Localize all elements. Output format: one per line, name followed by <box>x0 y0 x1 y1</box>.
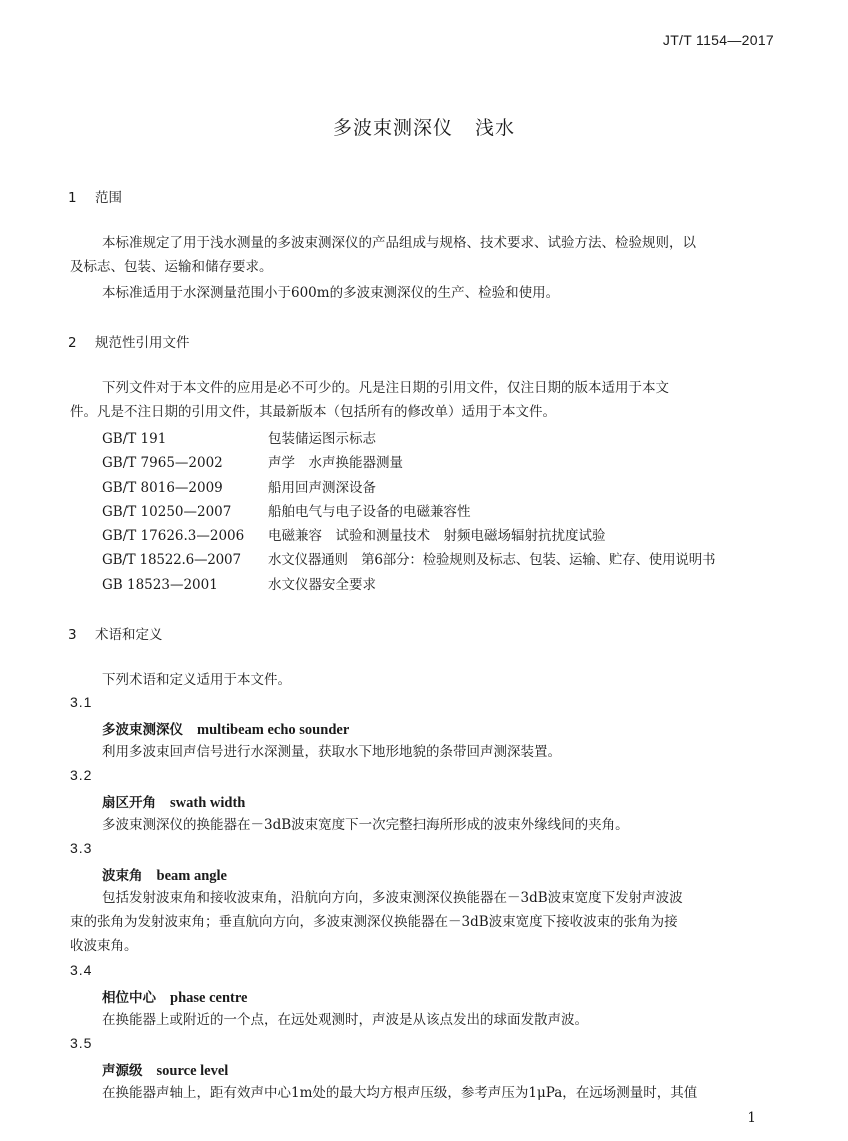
reference-title: 声学 水声换能器测量 <box>268 455 403 471</box>
section-title: 术语和定义 <box>95 627 163 643</box>
reference-title: 船舶电气与电子设备的电磁兼容性 <box>268 504 471 520</box>
reference-title: 电磁兼容 试验和测量技术 射频电磁场辐射抗扰度试验 <box>268 528 606 544</box>
section-2-intro-cont: 件。凡是不注日期的引用文件，其最新版本（包括所有的修改单）适用于本文件。 <box>70 404 556 420</box>
term-zh: 相位中心 <box>102 990 156 1006</box>
term-definition-cont: 束的张角为发射波束角；垂直航向方向，多波束测深仪换能器在－3dB波束宽度下接收波束的张角为接 <box>70 914 678 930</box>
section-3-heading <box>68 623 163 643</box>
term-number: 3.2 <box>70 767 93 783</box>
section-number: 1 <box>68 190 77 206</box>
term-number: 3.4 <box>70 962 93 978</box>
section-1-paragraph-1: 本标准规定了用于浅水测量的多波束测深仪的产品组成与规格、技术要求、试验方法、检验规则，以 <box>102 235 696 251</box>
reference-code: GB/T 18522.6—2007 <box>102 552 241 568</box>
term-en: phase centre <box>170 990 248 1006</box>
reference-code: GB/T 8016—2009 <box>102 480 223 496</box>
section-1-paragraph-1-cont: 及标志、包装、运输和储存要求。 <box>70 259 273 275</box>
section-number: 3 <box>68 627 77 643</box>
term-number: 3.3 <box>70 840 93 856</box>
section-number: 2 <box>68 335 77 351</box>
reference-item <box>102 500 471 520</box>
term-heading <box>102 1059 228 1080</box>
term-en: source level <box>156 1063 229 1079</box>
reference-code: GB/T 191 <box>102 431 167 447</box>
term-definition: 多波束测深仪的换能器在－3dB波束宽度下一次完整扫海所形成的波束外缘线间的夹角。 <box>102 817 629 833</box>
reference-code: GB/T 17626.3—2006 <box>102 528 245 544</box>
section-1-heading <box>68 186 122 206</box>
reference-code: GB/T 10250—2007 <box>102 504 232 520</box>
section-3-intro: 下列术语和定义适用于本文件。 <box>102 672 291 688</box>
reference-code: GB/T 7965—2002 <box>102 455 223 471</box>
reference-title: 包装储运图示标志 <box>268 431 376 447</box>
reference-code: GB 18523—2001 <box>102 577 218 593</box>
term-zh: 声源级 <box>102 1063 143 1079</box>
term-definition: 在换能器声轴上，距有效声中心1m处的最大均方根声压级，参考声压为1μPa，在远场测量时，其值 <box>102 1085 698 1101</box>
reference-item <box>102 573 376 593</box>
title-part2: 浅水 <box>475 117 516 139</box>
term-definition: 利用多波束回声信号进行水深测量，获取水下地形地貌的条带回声测深装置。 <box>102 744 561 760</box>
page-number: 1 <box>747 1110 756 1126</box>
reference-item <box>102 524 606 544</box>
title-part1: 多波束测深仪 <box>332 117 453 139</box>
term-en: multibeam echo sounder <box>197 722 350 738</box>
term-number: 3.5 <box>70 1035 93 1051</box>
term-en: beam angle <box>156 868 227 884</box>
term-number: 3.1 <box>70 694 93 710</box>
document-title <box>0 113 848 140</box>
term-zh: 多波束测深仪 <box>102 722 183 738</box>
reference-title: 水文仪器通则 第6部分：检验规则及标志、包装、运输、贮存、使用说明书 <box>268 552 716 568</box>
standard-number: JT/T 1154—2017 <box>662 32 774 48</box>
reference-title: 船用回声测深设备 <box>268 480 376 496</box>
term-heading <box>102 986 247 1007</box>
section-title: 规范性引用文件 <box>95 335 190 351</box>
section-1-paragraph-2: 本标准适用于水深测量范围小于600m的多波束测深仪的生产、检验和使用。 <box>102 285 560 301</box>
term-definition: 包括发射波束角和接收波束角，沿航向方向，多波束测深仪换能器在－3dB波束宽度下发射声波波 <box>102 890 683 906</box>
section-title: 范围 <box>95 190 122 206</box>
section-2-intro: 下列文件对于本文件的应用是必不可少的。凡是注日期的引用文件，仅注日期的版本适用于本文 <box>102 380 669 396</box>
term-en: swath width <box>170 795 246 811</box>
reference-item <box>102 548 715 568</box>
reference-item <box>102 427 376 447</box>
section-2-heading <box>68 331 190 351</box>
term-heading <box>102 791 245 812</box>
term-definition-cont: 收波束角。 <box>70 938 138 954</box>
term-heading <box>102 864 227 885</box>
term-definition: 在换能器上或附近的一个点，在远处观测时，声波是从该点发出的球面发散声波。 <box>102 1012 588 1028</box>
term-zh: 波束角 <box>102 868 143 884</box>
reference-item <box>102 451 403 471</box>
term-zh: 扇区开角 <box>102 795 156 811</box>
term-heading <box>102 718 349 739</box>
reference-title: 水文仪器安全要求 <box>268 577 376 593</box>
reference-item <box>102 476 376 496</box>
